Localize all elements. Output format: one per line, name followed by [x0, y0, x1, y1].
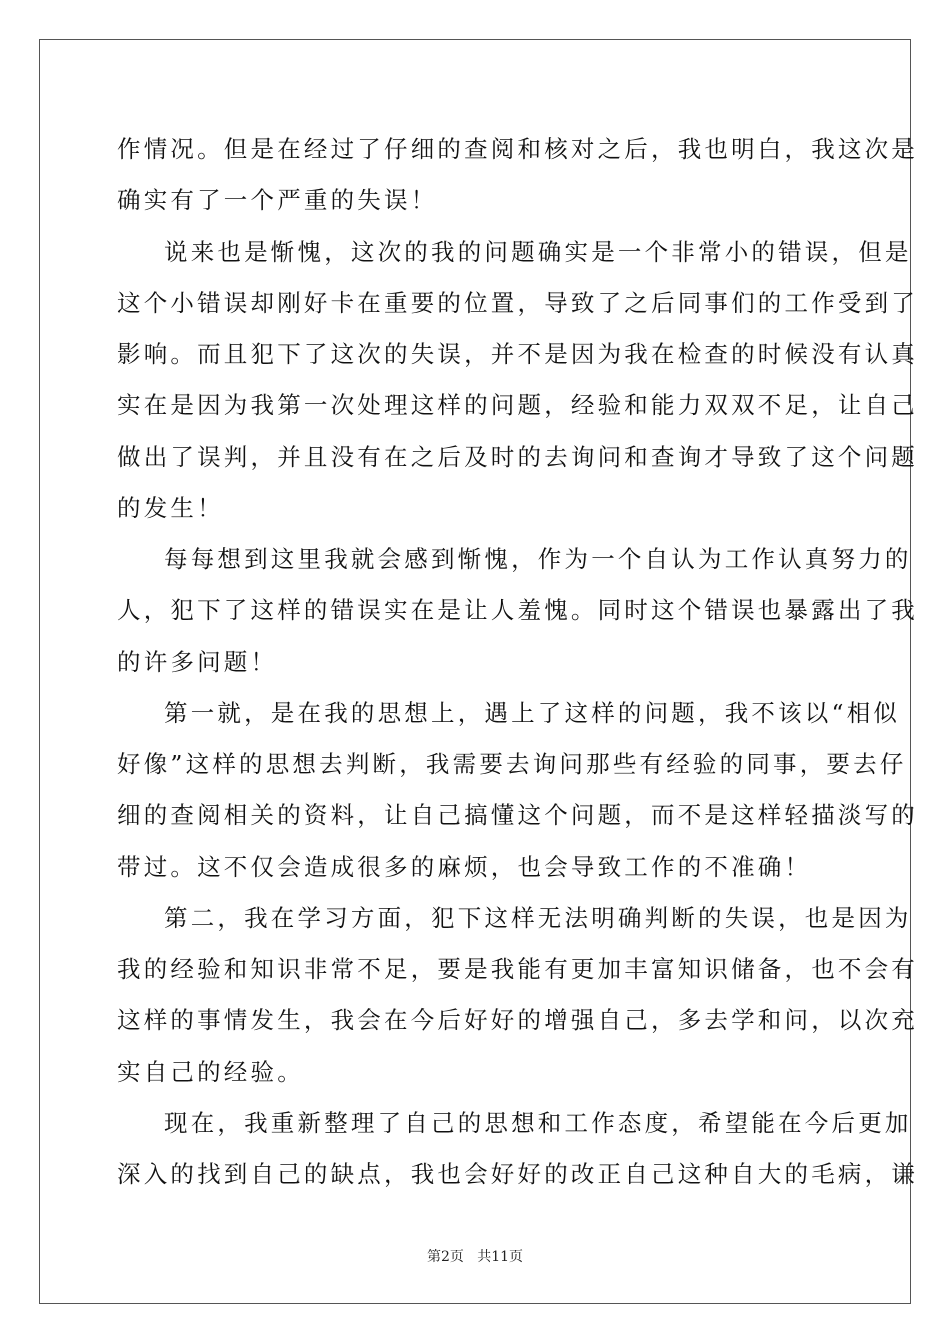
paragraph-start-line: 现在，我重新整理了自己的思想和工作态度，希望能在今后更加: [164, 1108, 912, 1137]
text-line: 这样的事情发生，我会在今后好好的增强自己，多去学和问，以次充: [117, 1006, 918, 1035]
text-line: 人，犯下了这样的错误实在是让人羞愧。同时这个错误也暴露出了我: [117, 596, 918, 625]
document-body: [117, 124, 918, 1200]
text-line: 做出了误判，并且没有在之后及时的去询问和查询才导致了这个问题: [117, 442, 918, 471]
text-line: 的发生！: [117, 493, 224, 522]
paragraph-start-line: 每每想到这里我就会感到惭愧，作为一个自认为工作认真努力的: [164, 545, 912, 573]
text-line: 确实有了一个严重的失误！: [117, 186, 438, 215]
text-line: 这个小错误却刚好卡在重要的位置，导致了之后同事们的工作受到了: [117, 288, 918, 317]
text-line: 的许多问题！: [117, 647, 278, 676]
paragraph-start-line: 第二，我在学习方面，犯下这样无法明确判断的失误，也是因为: [164, 903, 912, 932]
text-line: 细的查阅相关的资料，让自己搞懂这个问题，而不是这样轻描淡写的: [117, 801, 918, 830]
text-line: 我的经验和知识非常不足，要是我能有更加丰富知识储备，也不会有: [117, 955, 918, 983]
text-line: 影响。而且犯下了这次的失误，并不是因为我在检查的时候没有认真: [117, 340, 918, 368]
text-line: 实自己的经验。: [117, 1057, 304, 1086]
text-line: 深入的找到自己的缺点，我也会好好的改正自己这种自大的毛病，谦: [117, 1160, 918, 1188]
text-line: 带过。这不仅会造成很多的麻烦，也会导致工作的不准确！: [117, 852, 812, 881]
page-number-footer: 第2页 共11页: [426, 1249, 524, 1265]
text-line: 好像”这样的思想去判断，我需要去询问那些有经验的同事，要去仔: [117, 750, 907, 778]
text-line: 实在是因为我第一次处理这样的问题，经验和能力双双不足，让自己: [117, 391, 918, 420]
paragraph-start-line: 说来也是惭愧，这次的我的问题确实是一个非常小的错误，但是: [164, 237, 912, 266]
text-line: 作情况。但是在经过了仔细的查阅和核对之后，我也明白，我这次是: [117, 135, 918, 163]
paragraph-start-line: 第一就，是在我的思想上，遇上了这样的问题，我不该以“相似: [164, 698, 901, 727]
